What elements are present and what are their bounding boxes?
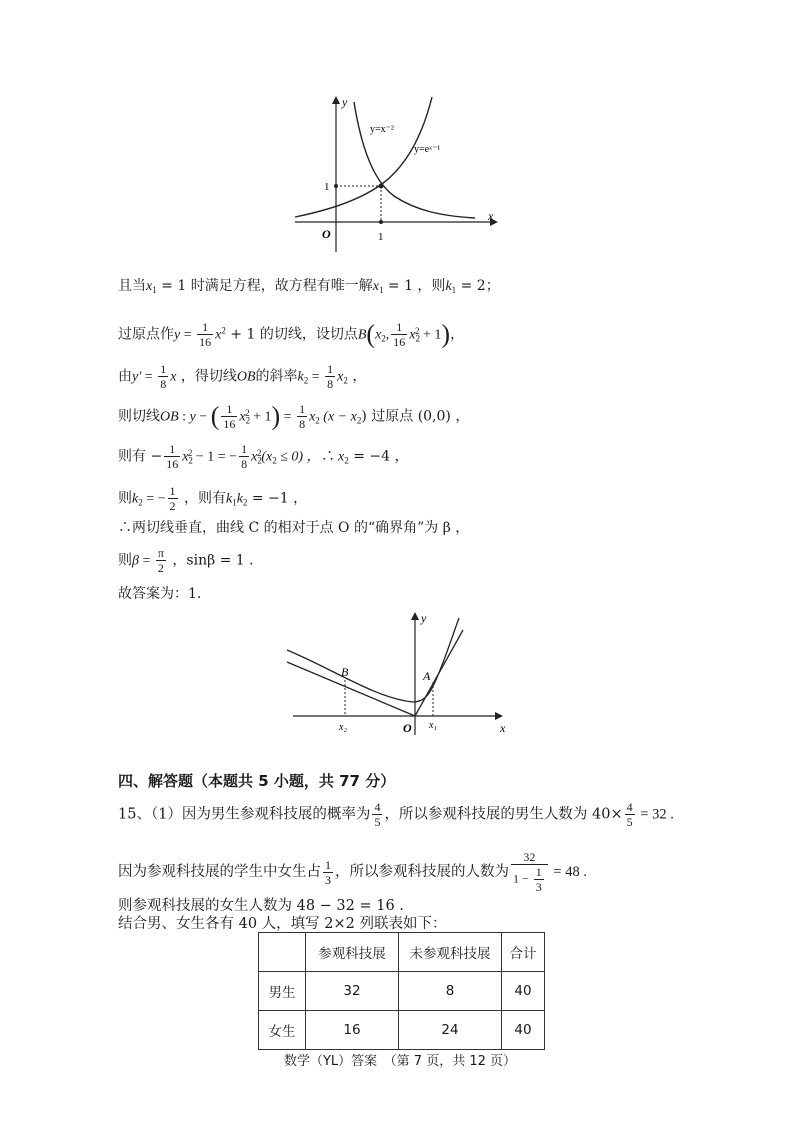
y-axis-arrow	[411, 612, 419, 620]
table-row	[259, 1011, 545, 1050]
y-axis-arrow	[332, 96, 340, 104]
frac-nested: 32 1 − $\frac{1}{3}$	[511, 850, 548, 894]
line-9: 故答案为：1.	[118, 586, 202, 602]
frac: $\frac{\pi}{2}$	[157, 546, 164, 575]
line-8: 则β = $\frac{\pi}{2}$ ，sinβ = 1 .	[118, 546, 254, 575]
frac: $\frac{1}{16}$	[393, 320, 406, 349]
line-5: 则有 − $\frac{1}{16}$ $x_2^2 - 1$ = − $\frac{1}{8}$ $x_2^2(x_2 \le 0)$ ，∴ $x_2 = -4$ ，	[118, 442, 409, 471]
frac: $\frac{1}{16}$	[223, 402, 236, 431]
table-header-cell: 未参观科技展	[399, 933, 502, 972]
y-axis-label: y	[421, 611, 427, 625]
x-axis-label: x	[500, 721, 506, 735]
tick-x1: x₁	[429, 720, 437, 731]
origin-label: O	[403, 721, 412, 735]
line-7: ∴两切线垂直，曲线 C 的相对于点 O 的“确界角”为 β ，	[118, 520, 470, 536]
table-cell: 32	[306, 972, 399, 1011]
s4-line-2: 因为参观科技展的学生中女生占 $\frac{1}{3}$ ，所以参观科技展的人数为 32 1 − $\frac{1}{3}$ = 48 .	[118, 850, 587, 894]
frac: $\frac{1}{8}$	[299, 402, 306, 431]
frac: $\frac{1}{8}$	[241, 442, 248, 471]
table-header-cell	[259, 933, 306, 972]
curve-power	[354, 102, 475, 218]
frac: $\frac{1}{16}$	[199, 320, 212, 349]
table-header-row	[259, 933, 545, 972]
origin-label: O	[322, 227, 331, 241]
point-x1	[379, 220, 383, 224]
tangent-ob	[287, 662, 415, 716]
figure-tangent-lines	[285, 610, 515, 740]
table-cell: 男生	[259, 972, 306, 1011]
tick-x2: x₂	[339, 722, 347, 733]
x-axis-arrow	[495, 712, 503, 720]
table-cell: 8	[399, 972, 502, 1011]
table-cell: 女生	[259, 1011, 306, 1050]
contingency-table	[258, 932, 545, 1050]
point-intersection	[379, 184, 384, 189]
curve-exp	[295, 97, 432, 217]
frac: $\frac{1}{8}$	[160, 362, 167, 391]
curve-exp-label: y=eˣ⁻¹	[414, 144, 441, 155]
table-header-cell: 合计	[502, 933, 545, 972]
frac: $\frac{1}{3}$	[325, 857, 331, 887]
tick-y: 1	[324, 181, 330, 193]
point-y1	[334, 184, 338, 188]
frac: $\frac{1}{8}$	[327, 362, 334, 391]
frac: $\frac{1}{2}$	[169, 484, 176, 513]
table-cell: 24	[399, 1011, 502, 1050]
frac: $\frac{4}{5}$	[626, 800, 633, 829]
figure-curves-intersection	[290, 92, 505, 252]
frac: $\frac{4}{5}$	[374, 800, 381, 829]
line-6: 则$k_2$ = − $\frac{1}{2}$ ，则有$k_1k_2 = -1$ ，	[118, 484, 308, 513]
table-row	[259, 972, 545, 1011]
tick-x: 1	[378, 231, 384, 243]
curve-c	[287, 618, 459, 702]
point-b-label: B	[341, 665, 349, 679]
s4-line-4: 结合男、女生各有 40 人，填写 2×2 列联表如下：	[118, 916, 447, 932]
table-cell: 40	[502, 1011, 545, 1050]
table-cell: 40	[502, 972, 545, 1011]
s4-line-1: 15、（1）因为男生参观科技展的概率为 $\frac{4}{5}$ ，所以参观科技展的男生人数为 40× $\frac{4}{5}$ = 32 .	[118, 800, 674, 829]
table-header-cell: 参观科技展	[306, 933, 399, 972]
line-3: 由y′ = $\frac{1}{8}$ x ，得切线OB的斜率$k_2$ = $\frac{1}{8}$ $x_2$ ，	[118, 362, 367, 391]
curve-power-label: y=x⁻²	[370, 124, 394, 135]
line-1: 且当$x_1 = 1$ 时满足方程，故方程有唯一解$x_1 = 1$ ，则$k_1 = 2$；	[118, 278, 500, 295]
frac: $\frac{1}{16}$	[166, 442, 179, 471]
point-a-label: A	[423, 669, 431, 683]
x-axis-label: x	[488, 209, 494, 223]
page-footer: 数学（YL）答案 （第 7 页，共 12 页）	[283, 1054, 517, 1069]
section-heading: 四、解答题（本题共 5 小题，共 77 分）	[118, 772, 396, 790]
line-2: 过原点作y = $\frac{1}{16}$ $x^2 + 1$ 的切线，设切点$B(x_2$, $\frac{1}{16}$ $x_2^2 + 1$)，	[118, 319, 465, 349]
line-4: 则切线OB : y − ( $\frac{1}{16}$ $x_2^2 + 1$) = $\frac{1}{8}$ $x_2$ $(x - x_2)$ 过原点 (0,0) ，	[118, 401, 470, 431]
y-axis-label: y	[342, 95, 348, 109]
table-cell: 16	[306, 1011, 399, 1050]
s4-line-3: 则参观科技展的女生人数为 48 − 32 = 16 .	[118, 898, 404, 914]
